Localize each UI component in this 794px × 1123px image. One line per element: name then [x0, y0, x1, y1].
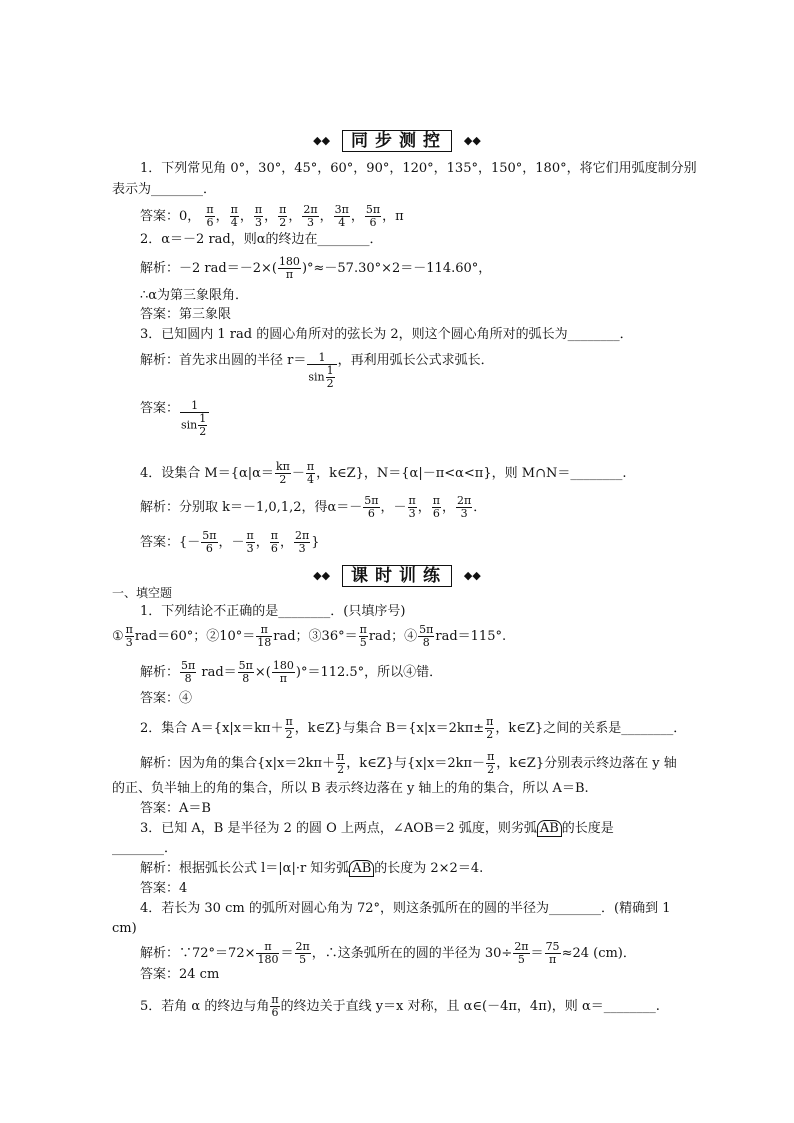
- t2-analysis-cont: 的正、负半轴上的角的集合，所以 B 表示终边落在 y 轴上的角的集合，所以 A＝B.: [112, 781, 589, 796]
- subsection-fill-blank: 一、填空题: [112, 586, 173, 600]
- section-title-train: ◆◆ 课时训练 ◆◆: [313, 566, 481, 586]
- t4-text-cont: cm): [112, 921, 137, 936]
- q4-analysis: 解析：分别取 k＝－1,0,1,2，得α＝－ $\frac{5\pi}{6}$ ，－ $\frac{\pi}{3}$ ， $\frac{\pi}{6}$ ， $\frac{2\pi}{3}$ ．: [140, 494, 487, 520]
- t3-answer: 答案：4: [140, 881, 188, 896]
- t3-text-cont: ________．: [112, 841, 178, 856]
- q3-text: 3．已知圆内 1 rad 的圆心角所对的弦长为 2，则这个圆心角所对的弧长为________．: [140, 327, 633, 342]
- q2-analysis-cont: ∴α为第三象限角．: [140, 288, 249, 303]
- t1-analysis: 解析： $\frac{5\pi}{8}$ rad＝ $\frac{5\pi}{8}$ ×( $\frac{180}{\pi}$ )°＝112.5°，所以④错．: [140, 659, 443, 685]
- t2-analysis: 解析：因为角的集合{x|x＝2kπ＋ $\frac{\pi}{2}$ ，k∈Z}与{x|x＝2kπ－ $\frac{\pi}{2}$ ，k∈Z}分别表示终边落在 y 轴: [140, 750, 677, 776]
- t1-answer: 答案：④: [140, 691, 193, 706]
- q1-answer: 答案：0， $\frac{\pi}{6}$ ， $\frac{\pi}{4}$ ， $\frac{\pi}{3}$ ， $\frac{\pi}{2}$ ， $\frac{2\pi}{3}$ ， $\frac{3\pi}{4}$ ， $\frac{5\pi}{6}$ ，π: [140, 203, 404, 229]
- q2-answer: 答案：第三象限: [140, 307, 232, 322]
- t4-analysis: 解析：∵72°＝72× $\frac{\pi}{180}$ ＝ $\frac{2\pi}{5}$ ，∴这条弧所在的圆的半径为 30÷ $\frac{2\pi}{5}$ ＝ $\frac{75}{\pi}$ ≈24 (cm)．: [140, 940, 636, 966]
- t5-text: 5．若角 α 的终边与角 $\frac{\pi}{6}$ 的终边关于直线 y＝x 对称，且 α∈(－4π，4π)，则 α＝________.: [140, 993, 660, 1019]
- diamond-icon: ◆◆: [463, 134, 481, 147]
- q3-analysis: 解析：首先求出圆的半径 r＝ 1 sin $\frac{1}{2}$ ，再利用弧长公式求弧长．: [140, 351, 494, 390]
- t4-text: 4．若长为 30 cm 的弧所对圆心角为 72°，则这条弧所在的圆的半径为________．(精确到 1: [140, 901, 671, 916]
- diamond-icon: ◆◆: [313, 134, 331, 147]
- diamond-icon: ◆◆: [463, 569, 481, 582]
- diamond-icon: ◆◆: [313, 569, 331, 582]
- q3-answer: 答案： 1 sin $\frac{1}{2}$: [140, 400, 210, 438]
- t2-text: 2．集合 A＝{x|x＝kπ＋ $\frac{\pi}{2}$ ，k∈Z}与集合 B＝{x|x＝2kπ± $\frac{\pi}{2}$ ，k∈Z}之间的关系是________．: [140, 715, 687, 741]
- q1-text: 1．下列常见角 0°，30°，45°，60°，90°，120°，135°，150°，180°，将它们用弧度制分别: [140, 161, 697, 176]
- q2-analysis: 解析：－2 rad＝－2×( $\frac{180}{\pi}$ )°≈－57.30°×2＝－114.60°，: [140, 255, 492, 281]
- t3-analysis: 解析：根据弧长公式 l＝|α|·r 知劣弧 AB 的长度为 2×2＝4.: [140, 861, 484, 876]
- section-title-sync: ◆◆ 同步测控 ◆◆: [313, 131, 481, 151]
- q1-text-cont: 表示为________．: [112, 182, 217, 197]
- t3-text: 3．已知 A，B 是半径为 2 的圆 O 上两点，∠AOB＝2 弧度，则劣弧 AB 的长度是: [140, 821, 614, 836]
- t4-answer: 答案：24 cm: [140, 967, 220, 982]
- q4-text: 4．设集合 M＝{α|α＝ $\frac{k\pi}{2}$ － $\frac{\pi}{4}$ ，k∈Z}，N＝{α|－π<α<π}，则 M∩N＝________.: [140, 460, 627, 486]
- q4-answer: 答案：{－ $\frac{5\pi}{6}$ ，－ $\frac{\pi}{3}$ ， $\frac{\pi}{6}$ ， $\frac{2\pi}{3}$ }: [140, 529, 320, 555]
- q2-text: 2．α＝－2 rad，则α的终边在________．: [140, 232, 383, 247]
- t1-options: ① $\frac{\pi}{3}$ rad＝60°；②10°＝ $\frac{\pi}{18}$ rad；③36°＝ $\frac{\pi}{5}$ rad；④ $\frac{5\pi}{8}$ rad＝115°.: [112, 623, 507, 649]
- t1-text: 1．下列结论不正确的是________．(只填序号): [140, 604, 406, 619]
- t2-answer: 答案：A＝B: [140, 801, 211, 816]
